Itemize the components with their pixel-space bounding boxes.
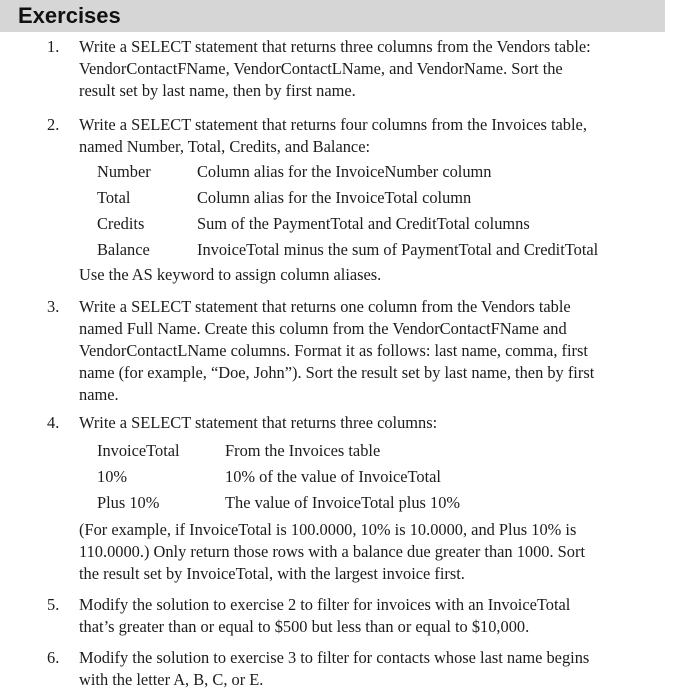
exercise-line: name. [79, 385, 119, 404]
definition-term: Total [97, 188, 131, 207]
exercise-text [79, 519, 659, 585]
definition-desc: Column alias for the InvoiceNumber column [197, 162, 492, 181]
exercise-line: name (for example, “Doe, John”). Sort the result set by last name, then by first [79, 363, 595, 382]
definition-desc: 10% of the value of InvoiceTotal [225, 467, 441, 486]
exercise-line: Modify the solution to exercise 3 to filter for contacts whose last name begins [79, 648, 590, 667]
exercise-line: Write a SELECT statement that returns four columns from the Invoices table, [79, 115, 587, 134]
exercise-text [79, 114, 659, 158]
exercise-line: 110.0000.) Only return those rows with a balance due greater than 1000. Sort [79, 542, 586, 561]
exercise-line: Write a SELECT statement that returns three columns: [79, 413, 438, 432]
exercise-line: VendorContactLName columns. Format it as follows: last name, comma, first [79, 341, 588, 360]
definition-term: Number [97, 162, 151, 181]
exercise-number: 2. [47, 115, 60, 134]
exercise-number: 4. [47, 413, 60, 432]
definition-desc: InvoiceTotal minus the sum of PaymentTotal and CreditTotal [197, 240, 599, 259]
exercise-line: that’s greater than or equal to $500 but less than or equal to $10,000. [79, 617, 530, 636]
exercise-line: result set by last name, then by first name. [79, 81, 356, 100]
definition-term: Balance [97, 240, 150, 259]
exercise-line: named Full Name. Create this column from the VendorContactFName and [79, 319, 567, 338]
exercise-line: with the letter A, B, C, or E. [79, 670, 264, 689]
exercise-number: 3. [47, 297, 60, 316]
exercise-text [79, 264, 659, 286]
exercise-line: VendorContactFName, VendorContactLName, and VendorName. Sort the [79, 59, 563, 78]
exercise-line: named Number, Total, Credits, and Balance: [79, 137, 371, 156]
page-title: Exercises [18, 3, 121, 28]
exercise-number: 6. [47, 648, 60, 667]
exercise-number: 5. [47, 595, 60, 614]
exercise-line: the result set by InvoiceTotal, with the largest invoice first. [79, 564, 465, 583]
definition-term: InvoiceTotal [97, 441, 180, 460]
exercise-text [79, 36, 659, 102]
definition-desc: Column alias for the InvoiceTotal column [197, 188, 472, 207]
definition-desc: The value of InvoiceTotal plus 10% [225, 493, 461, 512]
exercise-line: Write a SELECT statement that returns one column from the Vendors table [79, 297, 571, 316]
definition-desc: From the Invoices table [225, 441, 381, 460]
header-bar [0, 0, 665, 32]
exercise-line: (For example, if InvoiceTotal is 100.0000, 10% is 10.0000, and Plus 10% is [79, 520, 577, 539]
exercise-text [79, 412, 659, 434]
exercise-line: Modify the solution to exercise 2 to filter for invoices with an InvoiceTotal [79, 595, 571, 614]
definition-term: Credits [97, 214, 145, 233]
exercise-line: Write a SELECT statement that returns three columns from the Vendors table: [79, 37, 591, 56]
exercise-text [79, 647, 659, 691]
exercise-line: Use the AS keyword to assign column aliases. [79, 265, 382, 284]
definition-desc: Sum of the PaymentTotal and CreditTotal columns [197, 214, 530, 233]
exercise-text [79, 594, 659, 638]
definition-term: Plus 10% [97, 493, 160, 512]
definition-term: 10% [97, 467, 128, 486]
exercise-text [79, 296, 659, 406]
exercise-number: 1. [47, 37, 60, 56]
